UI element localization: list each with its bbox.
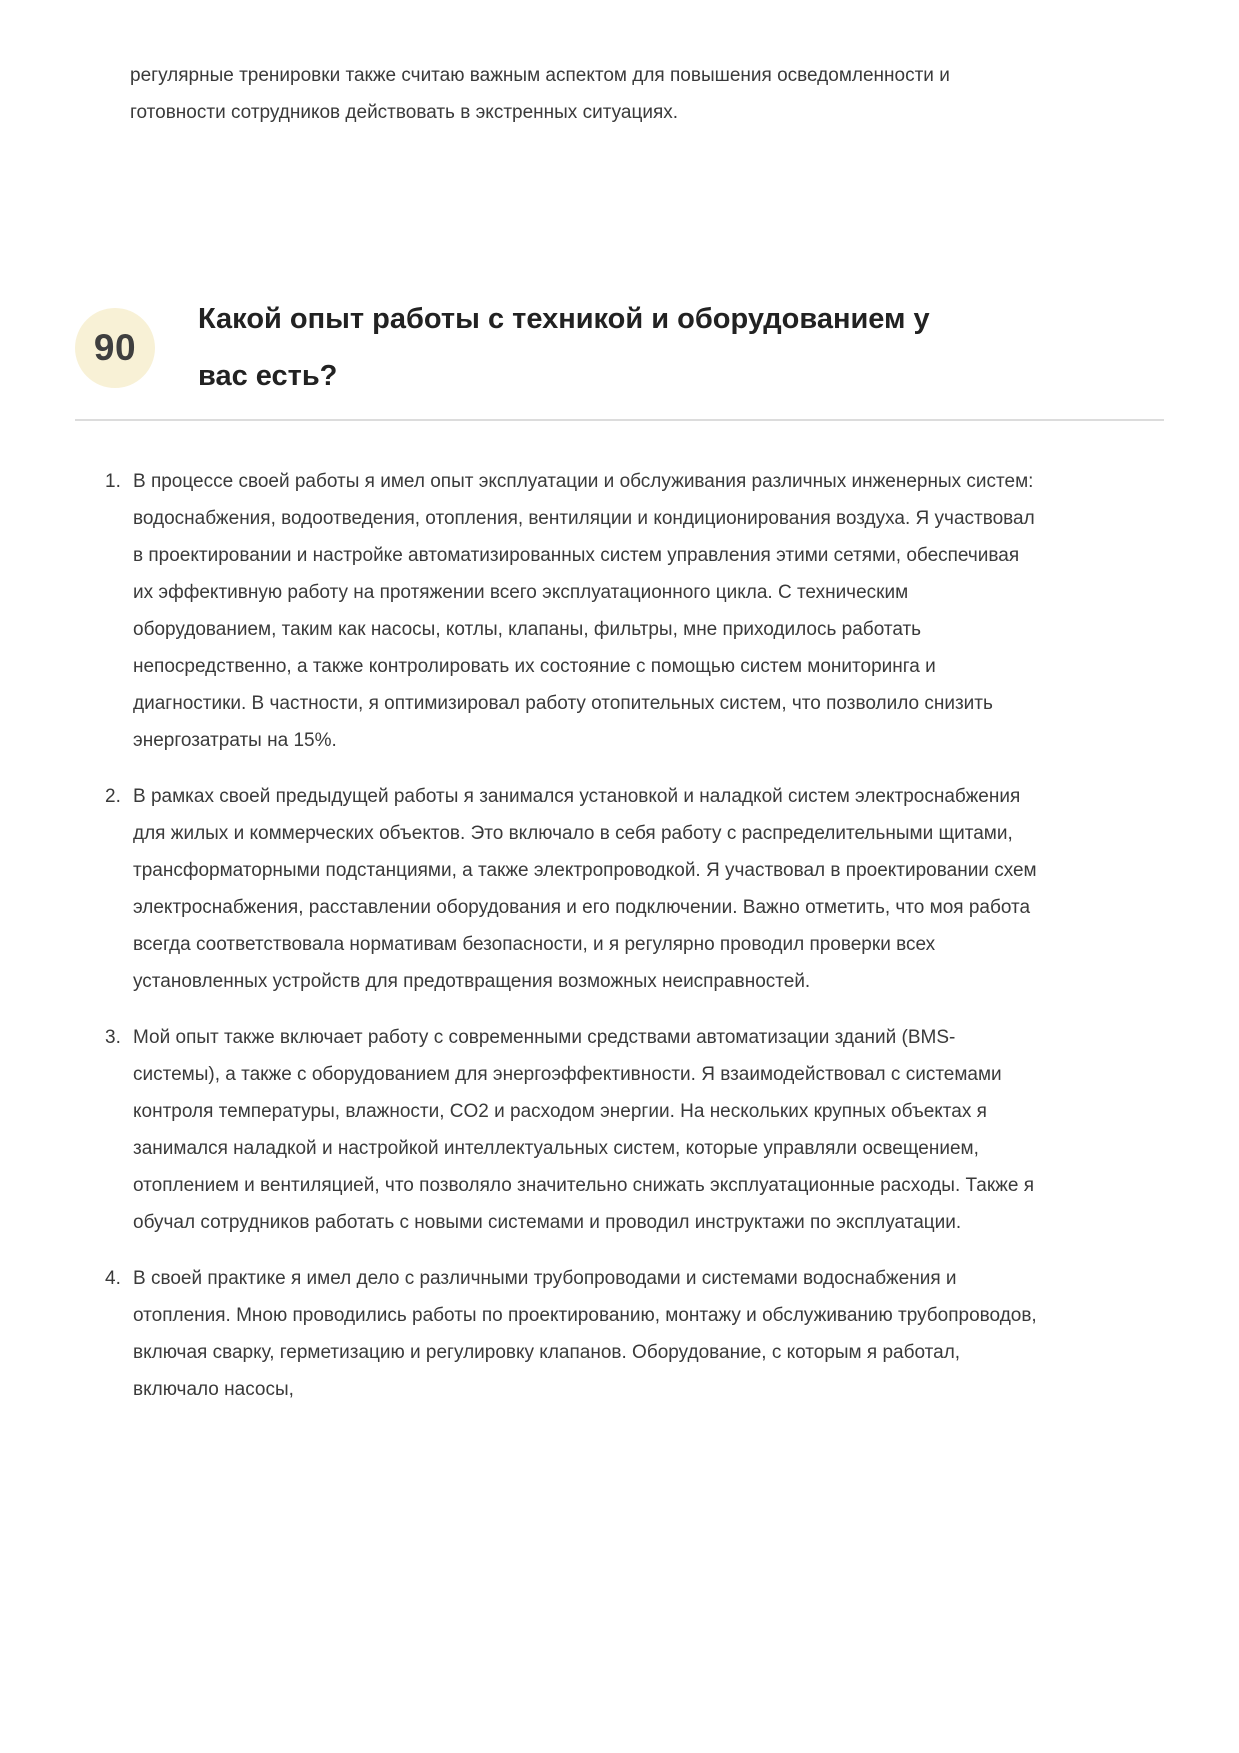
answer-text: В процессе своей работы я имел опыт эксплуатации и обслуживания различных инженерных систем: водоснабжения, водоотведения, отопления, вентиляции и кондиционирования воздуха. Я участвовал в проектировании и настройке автоматизированных систем управления этими сетями, обеспечивая их эффективную работу на протяжении всего эксплуатационного цикла. С техническим оборудованием, таким как насосы, котлы, клапаны, фильтры, мне приходилось работать непосредственно, а также контролировать их состояние с помощью систем мониторинга и диагностики. В частности, я оптимизировал работу отопительных систем, что позволило снизить энергозатраты на 15%.	[133, 471, 1035, 751]
answer-item	[105, 778, 1037, 1000]
question-number: 90	[93, 327, 137, 368]
question-number-badge	[75, 308, 155, 388]
previous-answer-continuation: регулярные тренировки также считаю важным аспектом для повышения осведомленности и готовности сотрудников действовать в экстренных ситуациях.	[130, 65, 950, 123]
answer-marker: 3.	[105, 1027, 121, 1048]
answer-item	[105, 1019, 1037, 1241]
question-header	[75, 291, 1164, 405]
section-divider	[75, 419, 1164, 421]
answer-marker: 4.	[105, 1268, 121, 1289]
answers-list	[105, 463, 1037, 1408]
answer-text: Мой опыт также включает работу с современными средствами автоматизации зданий (BMS-системы), а также с оборудованием для энергоэффективности. Я взаимодействовал с системами контроля температуры, влажности, CO2 и расходом энергии. На нескольких крупных объектах я занимался наладкой и настройкой интеллектуальных систем, которые управляли освещением, отоплением и вентиляцией, что позволяло значительно снижать эксплуатационные расходы. Также я обучал сотрудников работать с новыми системами и проводил инструктажи по эксплуатации.	[133, 1027, 1034, 1233]
answer-marker: 2.	[105, 786, 121, 807]
answer-text: В рамках своей предыдущей работы я занимался установкой и наладкой систем электроснабжения для жилых и коммерческих объектов. Это включало в себя работу с распределительными щитами, трансформаторными подстанциями, а также электропроводкой. Я участвовал в проектировании схем электроснабжения, расставлении оборудования и его подключении. Важно отметить, что моя работа всегда соответствовала нормативам безопасности, и я регулярно проводил проверки всех установленных устройств для предотвращения возможных неисправностей.	[133, 786, 1037, 992]
answer-item	[105, 463, 1037, 759]
answer-text: В своей практике я имел дело с различными трубопроводами и системами водоснабжения и отопления. Мною проводились работы по проектированию, монтажу и обслуживанию трубопроводов, включая сварку, герметизацию и регулировку клапанов. Оборудование, с которым я работал, включало насосы,	[133, 1268, 1037, 1400]
answer-marker: 1.	[105, 471, 121, 492]
answer-item	[105, 1260, 1037, 1408]
question-title: Какой опыт работы с техникой и оборудованием у вас есть?	[198, 303, 930, 392]
